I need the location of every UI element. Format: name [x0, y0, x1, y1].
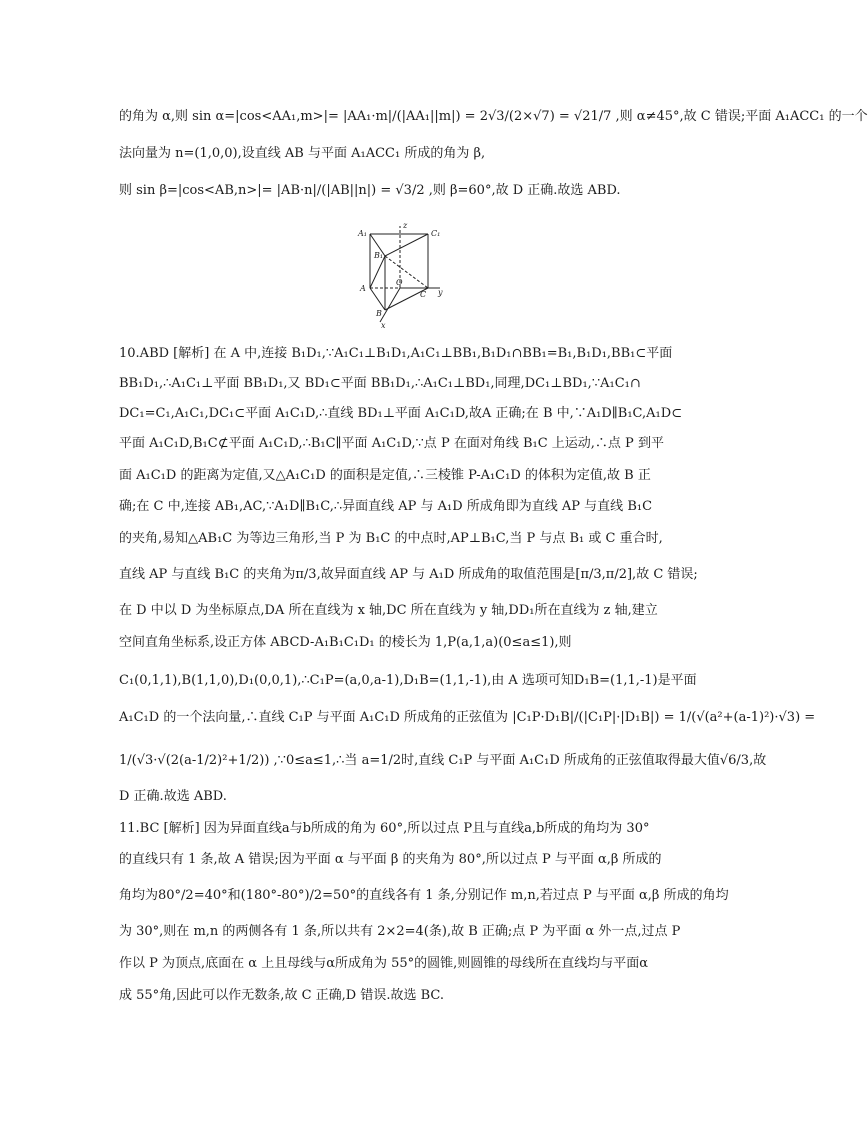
label-z: z: [403, 221, 408, 230]
edge-b1-c-hidden: [385, 256, 428, 288]
text-line: 10.ABD [解析] 在 A 中,连接 B₁D₁,∵A₁C₁⊥B₁D₁,A₁C₁⊥BB₁,B₁D₁∩BB₁=B₁,B₁D₁,BB₁⊂平面: [119, 346, 673, 361]
text-line: 平面 A₁C₁D,B₁C⊄平面 A₁C₁D,∴B₁C∥平面 A₁C₁D,∵点 P 在面对角线 B₁C 上运动,∴点 P 到平: [119, 436, 664, 451]
text-line: 直线 AP 与直线 B₁C 的夹角为π/3,故异面直线 AP 与 A₁D 所成角的取值范围是[π/3,π/2],故 C 错误;: [119, 567, 698, 582]
text-line: A₁C₁D 的一个法向量,∴直线 C₁P 与平面 A₁C₁D 所成角的正弦值为 |C₁P·D₁B|/(|C₁P|·|D₁B|) = 1/(√(a²+(a-1)²)·√3) =: [119, 710, 816, 725]
label-y: y: [438, 288, 443, 297]
text-line: 11.BC [解析] 因为异面直线a与b所成的角为 60°,所以过点 P且与直线a,b所成的角均为 30°: [119, 821, 650, 836]
label-c1: C₁: [431, 229, 441, 238]
label-c: C: [420, 290, 427, 299]
text-line: 的角为 α,则 sin α=|cos<AA₁,m>|= |AA₁·m|/(|AA₁||m|) = 2√3/(2×√7) = √21/7 ,则 α≠45°,故 C 错误;平面 A₁ACC₁ 的一个: [119, 109, 868, 124]
text-line: BB₁D₁,∴A₁C₁⊥平面 BB₁D₁,又 BD₁⊂平面 BB₁D₁,∴A₁C₁⊥BD₁,同理,DC₁⊥BD₁,∵A₁C₁∩: [119, 376, 641, 391]
edge-b1-c1: [385, 234, 428, 256]
text-line: 1/(√3·√(2(a-1/2)²+1/2)) ,∵0≤a≤1,∴当 a=1/2时,直线 C₁P 与平面 A₁C₁D 所成角的正弦值取得最大值√6/3,故: [119, 753, 767, 768]
text-line: 面 A₁C₁D 的距离为定值,又△A₁C₁D 的面积是定值,∴三棱锥 P-A₁C₁D 的体积为定值,故 B 正: [119, 468, 651, 483]
text-line: D 正确.故选 ABD.: [119, 789, 227, 804]
text-line: 的夹角,易知△AB₁C 为等边三角形,当 P 为 B₁C 的中点时,AP⊥B₁C,当 P 与点 B₁ 或 C 重合时,: [119, 531, 663, 546]
label-a1: A₁: [358, 229, 367, 238]
label-b1: B₁: [374, 251, 384, 260]
text-line: 成 55°角,因此可以作无数条,故 C 正确,D 错误.故选 BC.: [119, 988, 445, 1003]
text-line: 角均为80°/2=40°和(180°-80°)/2=50°的直线各有 1 条,分别记作 m,n,若过点 P 与平面 α,β 所成的角均: [119, 888, 729, 903]
label-x: x: [381, 321, 386, 330]
text-line: 在 D 中以 D 为坐标原点,DA 所在直线为 x 轴,DC 所在直线为 y 轴,DD₁所在直线为 z 轴,建立: [119, 603, 658, 618]
text-line: 确;在 C 中,连接 AB₁,AC,∵A₁D∥B₁C,∴异面直线 AP 与 A₁D 所成角即为直线 AP 与直线 B₁C: [119, 499, 653, 514]
edge-a-b1: [370, 256, 385, 288]
text-line: 作以 P 为顶点,底面在 α 上且母线与α所成角为 55°的圆锥,则圆锥的母线所在直线均与平面α: [119, 956, 649, 971]
text-line: 为 30°,则在 m,n 的两侧各有 1 条,所以共有 2×2=4(条),故 B 正确;点 P 为平面 α 外一点,过点 P: [119, 924, 681, 939]
text-line: 则 sin β=|cos<AB,n>|= |AB·n|/(|AB||n|) = √3/2 ,则 β=60°,故 D 正确.故选 ABD.: [119, 183, 621, 198]
geometry-figure: [350, 222, 450, 332]
text-line: DC₁=C₁,A₁C₁,DC₁⊂平面 A₁C₁D,∴直线 BD₁⊥平面 A₁C₁D,故A 正确;在 B 中,∵A₁D∥B₁C,A₁D⊂: [119, 406, 683, 421]
label-a: A: [360, 284, 366, 293]
x-axis: [380, 288, 400, 322]
label-o: O: [396, 278, 403, 287]
edge-a-b: [370, 288, 385, 310]
text-line: 空间直角坐标系,设正方体 ABCD-A₁B₁C₁D₁ 的棱长为 1,P(a,1,a)(0≤a≤1),则: [119, 635, 572, 650]
label-b: B: [376, 309, 382, 318]
text-line: C₁(0,1,1),B(1,1,0),D₁(0,0,1),∴C₁P=(a,0,a-1),D₁B=(1,1,-1),由 A 选项可知D₁B=(1,1,-1)是平面: [119, 673, 697, 688]
text-line: 法向量为 n=(1,0,0),设直线 AB 与平面 A₁ACC₁ 所成的角为 β,: [119, 146, 486, 161]
text-line: 的直线只有 1 条,故 A 错误;因为平面 α 与平面 β 的夹角为 80°,所以过点 P 与平面 α,β 所成的: [119, 852, 662, 867]
